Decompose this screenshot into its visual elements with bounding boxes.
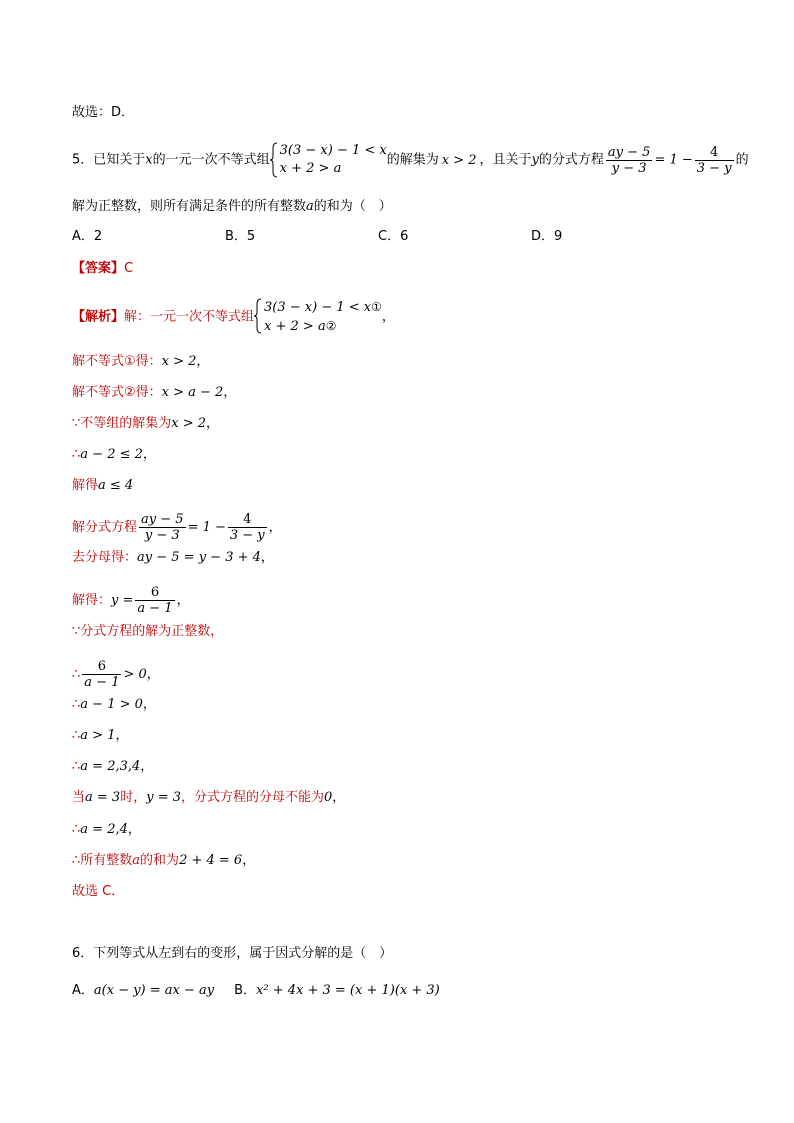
analysis-step-11: ∴a − 1 > 0， [72, 697, 156, 712]
question-6-options [72, 981, 440, 1001]
var-x: x [145, 152, 153, 168]
stem-text: 解为正整数，则所有满足条件的所有整数 [72, 199, 307, 214]
option-b-math[interactable]: x² + 4x + 3 = (x + 1)(x + 3) [256, 983, 440, 998]
step-text: 解得： [72, 593, 112, 608]
step-math: x > 2 [161, 354, 197, 369]
comma: ， [381, 309, 395, 325]
stem-text: 的分式方程 [538, 152, 604, 168]
previous-answer: 故选：D． [72, 105, 135, 120]
analysis-step-4: ∴a − 2 ≤ 2， [72, 447, 156, 462]
step-math: x > 2 [171, 416, 207, 431]
equation-middle: = 1 − [654, 152, 693, 168]
system-row-1: 3(3 − x) − 1 < x [279, 143, 387, 158]
option-a[interactable]: A．2 [72, 229, 103, 244]
denominator: y − 3 [144, 528, 180, 543]
analysis-step-1: 解不等式①得：x > 2， [72, 354, 210, 369]
analysis-intro-text: 解：一元一次不等式组 [124, 309, 255, 325]
analysis-step-13: ∴a = 2,3,4， [72, 759, 154, 774]
stem-text: 已知关于 [93, 152, 146, 168]
numerator: 6 [135, 585, 174, 601]
analysis-step-16: ∴所有整数a的和为2 + 4 = 6， [72, 853, 256, 868]
step-math: 0 [324, 790, 333, 805]
system-row-2: x + 2 > a [279, 161, 342, 176]
var-a: a [132, 853, 141, 868]
numerator: ay − 5 [607, 144, 651, 160]
step-text: 解不等式②得： [72, 385, 162, 400]
analysis-step-5 [72, 476, 133, 496]
analysis-step-14: 当a = 3时，y = 3，分式方程的分母不能为0， [72, 790, 346, 805]
question-5-stem-line2 [72, 197, 392, 217]
step-math: ay − 5 = y − 3 + 4 [137, 550, 261, 565]
therefore-symbol: ∴ [72, 667, 81, 682]
step-text: 解分式方程 [72, 520, 138, 535]
numerator: ay − 5 [141, 512, 184, 527]
numerator: 4 [695, 145, 734, 161]
fraction [135, 585, 174, 616]
option-a-label[interactable]: A． [72, 983, 94, 998]
therefore-symbol: ∴ [72, 447, 81, 462]
step-math: y = 3 [146, 790, 181, 805]
left-brace [254, 298, 262, 334]
option-a-math[interactable]: a(x − y) = ax − ay [93, 983, 215, 998]
question-6-stem: 6．下列等式从左到右的变形，属于因式分解的是（ ） [72, 946, 393, 961]
numerator: 4 [228, 512, 267, 528]
step-math: y = [111, 593, 134, 608]
step-text: 时， [120, 790, 147, 805]
option-b[interactable]: B．5 [225, 229, 256, 244]
equation-middle: = 1 − [187, 520, 226, 535]
step-math: a − 1 > 0 [80, 697, 143, 712]
var-y: y [531, 152, 539, 168]
circled-two: ② [325, 319, 337, 333]
step-text: 解不等式①得： [72, 354, 162, 369]
inequality-system [254, 298, 382, 336]
step-math: > 0 [123, 667, 147, 682]
denominator: a − 1 [84, 675, 120, 690]
analysis-label: 【解析】 [72, 309, 125, 325]
system-row-2-text: x + 2 > a [264, 319, 326, 334]
stem-text: 的解集为 [386, 152, 439, 168]
option-c[interactable]: C．6 [378, 229, 409, 244]
answer-line [72, 259, 133, 279]
step-text: 的和为 [140, 853, 180, 868]
analysis-step-9 [72, 622, 223, 642]
denominator: y − 3 [611, 160, 647, 176]
step-math: a = 3 [85, 790, 121, 805]
fraction [695, 145, 734, 176]
denominator: 3 − y [696, 160, 732, 176]
step-math: a − 2 ≤ 2 [80, 447, 143, 462]
analysis-step-6: 解分式方程 $\frac{ay - 5}{y - 3}$ = 1 − $\frac{4}{3 - y}$ ， [72, 512, 282, 543]
question-5-stem-line1 [72, 142, 749, 178]
denominator: a − 1 [137, 601, 173, 616]
step-math: a ≤ 4 [98, 478, 134, 493]
analysis-step-2: 解不等式②得：x > a − 2， [72, 385, 237, 400]
step-math: a = 2,3,4 [80, 759, 141, 774]
fraction [228, 512, 267, 543]
circled-one: ① [371, 300, 382, 314]
analysis-step-7: 去分母得：ay − 5 = y − 3 + 4， [72, 550, 274, 565]
analysis-step-12: ∴a > 1， [72, 728, 129, 743]
step-text: 去分母得： [72, 550, 138, 565]
fraction [606, 145, 653, 176]
system-row-1-text: 3(3 − x) − 1 < x [264, 300, 372, 315]
option-d[interactable]: D．9 [531, 229, 563, 244]
stem-text: ，且关于 [479, 152, 532, 168]
therefore-symbol: ∴ [72, 759, 81, 774]
step-text: ∵分式方程的解为正整数， [72, 624, 224, 639]
question-number: 5． [72, 152, 94, 168]
step-math: a > 1 [80, 728, 116, 743]
analysis-step-8: 解得：y = $\frac{6}{a - 1}$ ， [72, 585, 190, 616]
var-a: a [306, 199, 314, 214]
therefore-symbol: ∴ [72, 822, 81, 837]
stem-text: 的 [735, 152, 749, 168]
answer-value: C [124, 261, 134, 276]
inequality-system [270, 142, 387, 178]
stem-text: 的和为（ ） [313, 199, 392, 214]
solution-condition: x > 2 [441, 152, 477, 168]
denominator: 3 − y [229, 528, 265, 543]
stem-text: 的一元一次不等式组 [152, 152, 270, 168]
analysis-conclusion: 故选 C． [72, 884, 125, 899]
fraction [82, 659, 121, 690]
step-math: a = 2,4 [80, 822, 128, 837]
step-math: 2 + 4 = 6 [179, 853, 243, 868]
step-text: 解得 [72, 478, 99, 493]
fraction [139, 512, 186, 543]
step-text: 当 [72, 790, 86, 805]
left-brace [270, 142, 278, 178]
question-5-options [72, 227, 684, 247]
analysis-step-3: ∵不等组的解集为x > 2， [72, 416, 220, 431]
analysis-intro [72, 298, 395, 336]
analysis-step-10: ∴ $\frac{6}{a - 1}$ > 0， [72, 659, 160, 690]
system-row-1 [264, 298, 382, 317]
therefore-symbol: ∴ [72, 728, 81, 743]
step-text: ∵不等组的解集为 [72, 416, 172, 431]
step-text: ，分式方程的分母不能为 [181, 790, 325, 805]
system-row-2 [264, 317, 382, 336]
answer-label: 【答案】 [72, 261, 125, 276]
step-text: ∴所有整数 [72, 853, 133, 868]
step-math: x > a − 2 [161, 385, 224, 400]
therefore-symbol: ∴ [72, 697, 81, 712]
analysis-step-15: ∴a = 2,4， [72, 822, 141, 837]
option-b-label[interactable]: B． [234, 983, 257, 998]
numerator: 6 [82, 659, 121, 675]
